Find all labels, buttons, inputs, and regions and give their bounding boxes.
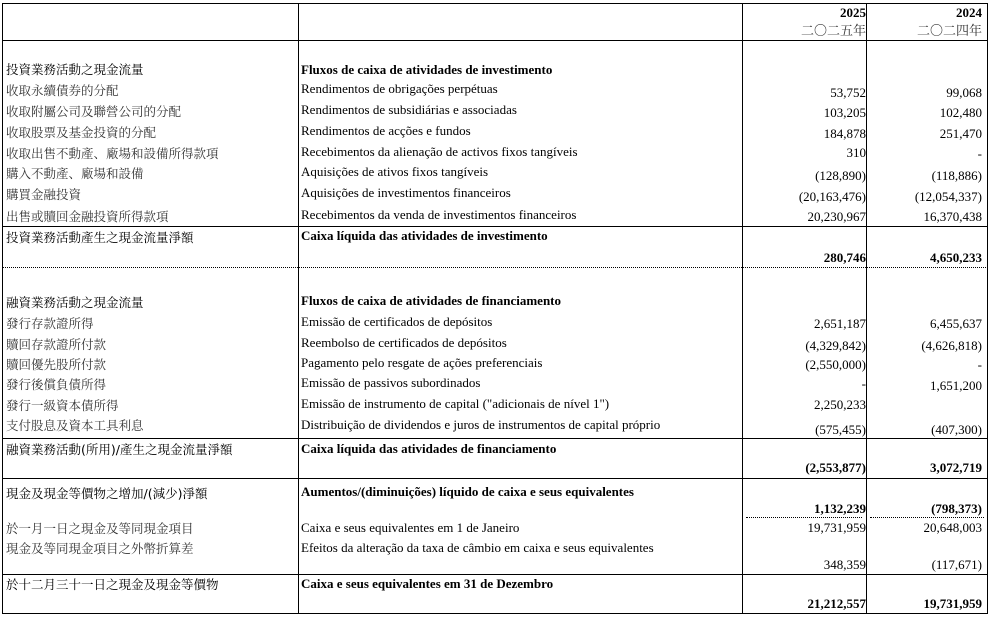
year-2025-zh-header: 二〇二五年 <box>800 23 866 38</box>
value-2024: 102,480 <box>939 105 982 120</box>
row-label-zh: 於一月一日之現金及等同現金項目 <box>6 521 194 536</box>
value-2025: 348,359 <box>823 557 866 572</box>
section-rule <box>2 226 988 227</box>
value-2025: (4,329,842) <box>805 338 866 353</box>
row-label-zh: 購入不動產、廠場和設備 <box>6 166 144 181</box>
value-2024: 20,648,003 <box>923 520 982 535</box>
value-2025: 103,205 <box>823 105 866 120</box>
financing-net-2024: 3,072,719 <box>930 460 982 475</box>
value-2024: (117,671) <box>931 557 982 572</box>
closing-cash-zh: 於十二月三十一日之現金及現金等價物 <box>6 577 219 592</box>
row-label-zh: 收取股票及基金投資的分配 <box>6 125 157 140</box>
investing-net-2025: 280,746 <box>823 250 866 265</box>
value-2024: 99,068 <box>946 85 982 100</box>
table-border-left <box>2 3 3 614</box>
header-rule <box>2 40 988 41</box>
value-2024: 16,370,438 <box>923 209 982 224</box>
investing-title-zh: 投資業務活動之現金流量 <box>6 62 144 77</box>
column-divider-2025 <box>742 3 743 614</box>
row-label-zh: 購買金融投資 <box>6 187 82 202</box>
value-2024: (407,300) <box>931 422 982 437</box>
net-change-2024: (798,373) <box>931 501 982 516</box>
row-label-pt: Distribuição de dividendos e juros de instrumentos de capital próprio <box>301 417 661 432</box>
value-2024: 1,651,200 <box>930 378 982 393</box>
row-label-pt: Rendimentos de acções e fundos <box>301 123 471 138</box>
value-2024: 251,470 <box>939 126 982 141</box>
net-change-2025: 1,132,239 <box>814 501 866 516</box>
row-label-pt: Recebimentos da venda de investimentos financeiros <box>301 207 577 222</box>
table-border-bottom <box>2 613 988 614</box>
row-label-pt: Emissão de passivos subordinados <box>301 375 481 390</box>
value-2024: - <box>977 357 982 372</box>
row-label-pt: Emissão de instrumento de capital ("adicionais de nível 1") <box>301 396 610 411</box>
year-2025-header: 2025 <box>840 5 866 20</box>
investing-net-pt: Caixa líquida das atividades de investimento <box>301 228 548 243</box>
row-label-pt: Caixa e seus equivalentes em 1 de Janeiro <box>301 520 520 535</box>
row-label-pt: Recebimentos da alienação de activos fixos tangíveis <box>301 144 578 159</box>
value-2024: (12,054,337) <box>914 189 982 204</box>
financing-title-zh: 融資業務活動之現金流量 <box>6 295 144 310</box>
closing-cash-2024: 19,731,959 <box>923 596 982 611</box>
table-border-top <box>2 3 988 4</box>
financing-net-2025: (2,553,877) <box>805 460 866 475</box>
row-label-zh: 贖回優先股所付款 <box>6 357 107 372</box>
subtotal-rule-2025 <box>746 517 862 518</box>
section-rule <box>2 478 988 479</box>
financing-title-pt: Fluxos de caixa de atividades de financiamento <box>301 293 562 308</box>
subtotal-rule-2024 <box>870 517 984 518</box>
row-label-zh: 收取出售不動產、廠場和設備所得款項 <box>6 146 219 161</box>
value-2025: 53,752 <box>830 85 866 100</box>
row-label-zh: 發行後償負債所得 <box>6 377 107 392</box>
net-change-zh: 現金及現金等價物之增加/(減少)淨額 <box>6 486 208 501</box>
row-label-zh: 支付股息及資本工具利息 <box>6 418 144 433</box>
value-2025: 310 <box>846 145 866 160</box>
value-2024: - <box>977 146 982 161</box>
value-2024: (4,626,818) <box>921 338 982 353</box>
financing-net-pt: Caixa líquida das atividades de financiamento <box>301 441 557 456</box>
row-label-zh: 出售或贖回金融投資所得款項 <box>6 209 169 224</box>
value-2025: - <box>861 376 866 391</box>
section-rule <box>2 438 988 439</box>
investing-title-pt: Fluxos de caixa de atividades de investimento <box>301 62 553 77</box>
section-rule <box>2 574 988 575</box>
table-border-right <box>987 3 988 614</box>
row-label-pt: Rendimentos de subsidiárias e associadas <box>301 102 517 117</box>
value-2025: (2,550,000) <box>805 357 866 372</box>
row-label-pt: Emissão de certificados de depósitos <box>301 314 493 329</box>
value-2024: 6,455,637 <box>930 316 982 331</box>
row-label-pt: Rendimentos de obrigações perpétuas <box>301 81 498 96</box>
year-2024-zh-header: 二〇二四年 <box>916 23 982 38</box>
row-label-zh: 發行一級資本債所得 <box>6 398 119 413</box>
value-2025: (575,455) <box>815 422 866 437</box>
column-divider-zh <box>298 3 299 614</box>
row-label-zh: 贖回存款證所付款 <box>6 337 107 352</box>
value-2025: 20,230,967 <box>807 209 866 224</box>
row-label-pt: Aquisições de investimentos financeiros <box>301 185 511 200</box>
closing-cash-2025: 21,212,557 <box>807 596 866 611</box>
row-label-zh: 發行存款證所得 <box>6 316 94 331</box>
value-2024: (118,886) <box>931 168 982 183</box>
value-2025: (128,890) <box>815 168 866 183</box>
value-2025: (20,163,476) <box>798 189 866 204</box>
row-label-pt: Reembolso de certificados de depósitos <box>301 335 507 350</box>
row-label-zh: 收取永續債券的分配 <box>6 83 119 98</box>
row-label-pt: Aquisições de ativos fixos tangíveis <box>301 164 489 179</box>
value-2025: 2,250,233 <box>814 397 866 412</box>
value-2025: 19,731,959 <box>807 520 866 535</box>
row-label-pt: Efeitos da alteração da taxa de câmbio em caixa e seus equivalentes <box>301 540 654 555</box>
financing-net-zh: 融資業務活動(所用)/產生之現金流量淨額 <box>6 442 233 457</box>
closing-cash-pt: Caixa e seus equivalentes em 31 de Dezembro <box>301 576 554 591</box>
net-change-pt: Aumentos/(diminuições) líquido de caixa e seus equivalentes <box>301 484 634 499</box>
investing-net-zh: 投資業務活動產生之現金流量淨額 <box>6 230 194 245</box>
row-label-zh: 現金及等同現金項目之外幣折算差 <box>6 541 194 556</box>
value-2025: 2,651,187 <box>814 316 866 331</box>
row-label-zh: 收取附屬公司及聯營公司的分配 <box>6 104 182 119</box>
value-2025: 184,878 <box>823 126 866 141</box>
year-2024-header: 2024 <box>956 5 982 20</box>
row-label-pt: Pagamento pelo resgate de ações preferenciais <box>301 355 543 370</box>
investing-net-2024: 4,650,233 <box>930 250 982 265</box>
total-rule <box>2 267 988 268</box>
